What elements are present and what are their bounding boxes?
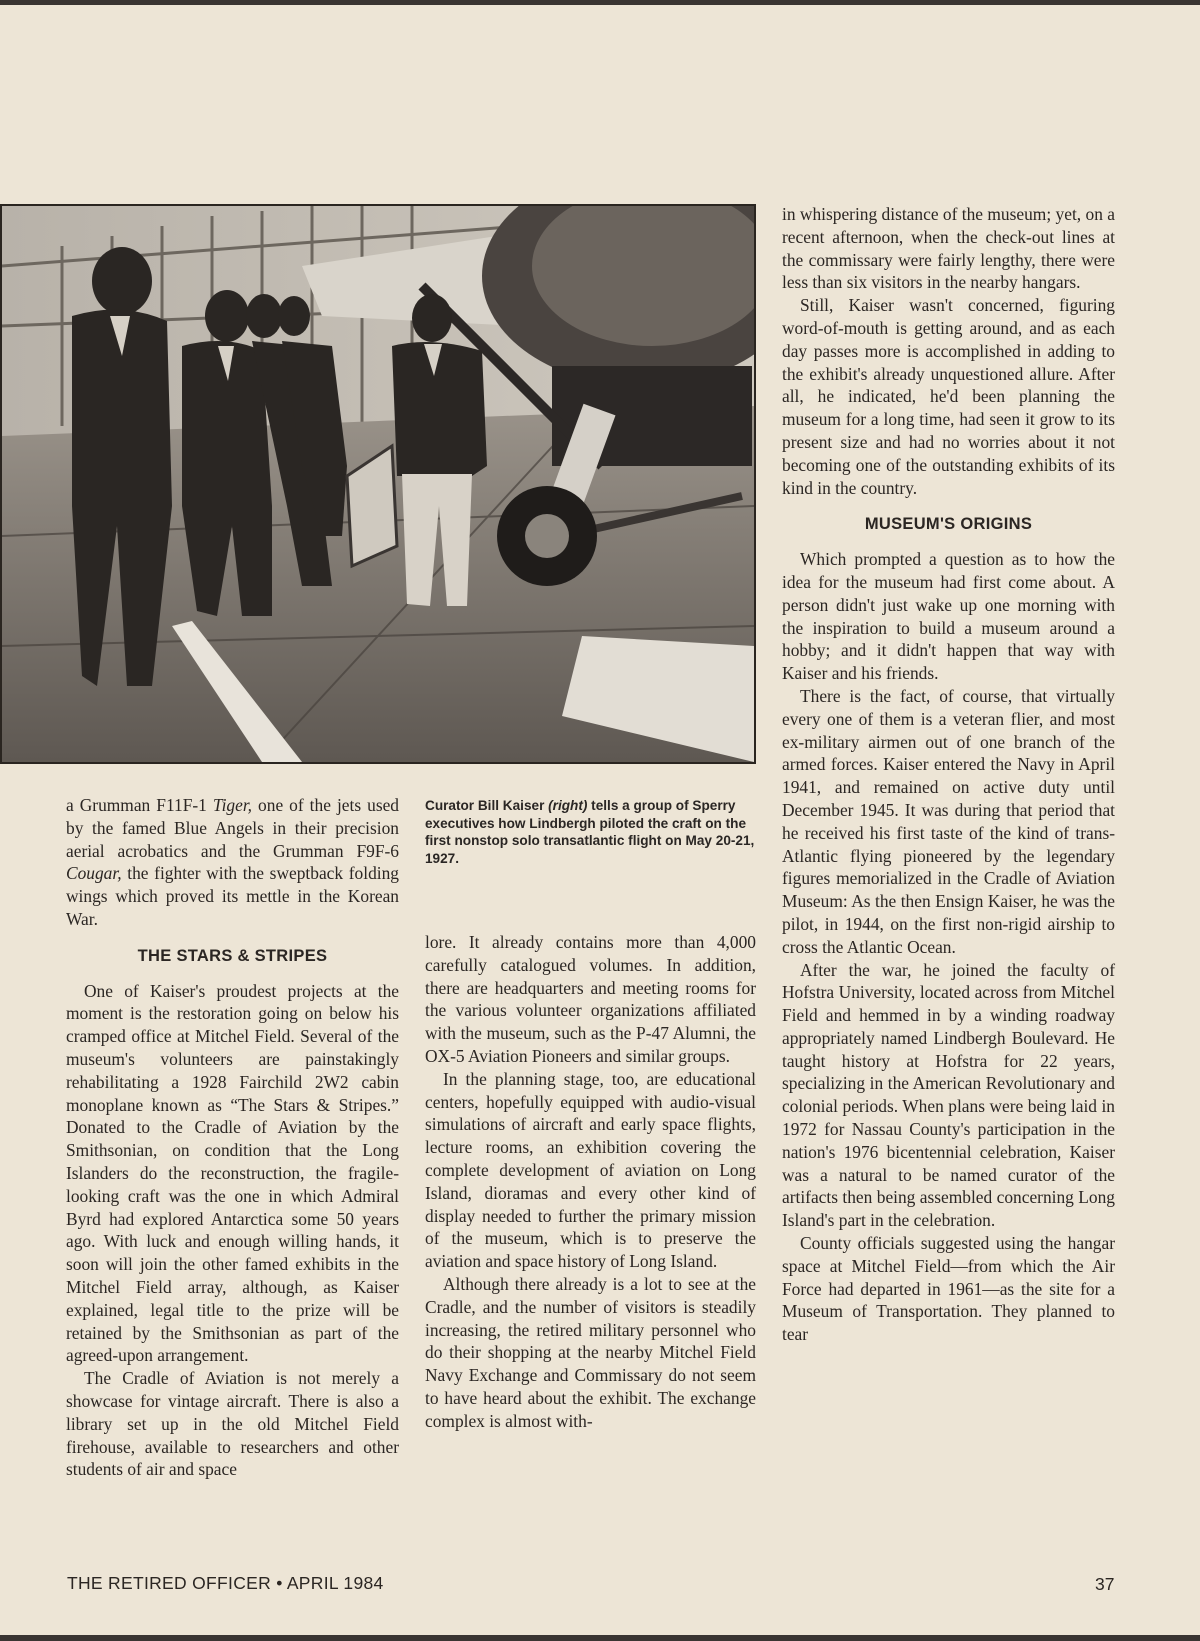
article-paragraph: in whispering distance of the museum; yet, on a recent afternoon, when the check-out lines at the commissary were fairly lengthy, there were less than six visitors in the nearby hangars. (782, 204, 1115, 293)
top-border (0, 0, 1200, 5)
section-heading: MUSEUM'S ORIGINS (864, 515, 1033, 534)
article-column-middle (425, 931, 756, 1433)
article-column-right (782, 203, 1115, 1346)
page-number: 37 (1095, 1574, 1115, 1594)
article-paragraph: a Grumman F11F-1 Tiger, one of the jets used by the famed Blue Angels in their precision aerial acrobatics and the Grumman F9F-6 Cougar, the fighter with the sweptback folding wings which proved its mettle in the Korean War. (66, 795, 399, 929)
article-paragraph: Still, Kaiser wasn't concerned, figuring word-of-mouth is getting around, and as each day passes more is accomplished in adding to the exhibit's already unquestioned allure. After all, he indicated, he'd been planning the museum for a long time, had seen it grow to its present size and had no worries about it not becoming one of the outstanding exhibits of its kind in the country. (782, 295, 1115, 498)
article-paragraph: The Cradle of Aviation is not merely a showcase for vintage aircraft. There is also a library set up in the old Mitchel Field firehouse, available to researchers and other students of air and space (66, 1368, 399, 1480)
article-paragraph: Although there already is a lot to see at the Cradle, and the number of visitors is steadily increasing, the retired military personnel who do their shopping at the nearby Mitchel Field Navy Exchange and Commissary do not seem to have heard about the exhibit. The exchange complex is almost with- (425, 1273, 756, 1431)
article-column-left (66, 794, 399, 1481)
section-heading: THE STARS & STRIPES (137, 946, 328, 965)
article-paragraph: Which prompted a question as to how the idea for the museum had first come about. A person didn't just wake up one morning with the inspiration to build a museum around a hobby; and it didn't happen that way with Kaiser and his friends. (782, 549, 1115, 684)
article-paragraph: County officials suggested using the hangar space at Mitchel Field—from which the Air Force had departed in 1961—as the site for a Museum of Transportation. They planned to tear (782, 1233, 1115, 1345)
article-paragraph: In the planning stage, too, are educational centers, hopefully equipped with audio-visual simulations of aircraft and early space flights, lecture rooms, an exhibition covering the complete development of aviation on Long Island, dioramas and every other kind of display needed to further the primary mission of the museum, which is to preserve the aviation and space history of Long Island. (425, 1068, 756, 1272)
museum-hangar-photo (0, 204, 756, 764)
article-paragraph: One of Kaiser's proudest projects at the moment is the restoration going on below his cramped office at Mitchel Field. Several of the museum's volunteers are painstakingly rehabilitating a 1928 Fairchild 2W2 cabin monoplane known as “The Stars & Stripes.” Donated to the Cradle of Aviation by the Smithsonian, on condition that the Long Islanders do the reconstruction, the fragile-looking craft was the one in which Admiral Byrd had explored Antarctica some 50 years ago. With luck and enough willing hands, it soon will join the other famed exhibits in the Mitchel Field array, although, as Kaiser explained, legal title to the prize will be retained by the Smithsonian as part of the agreed-upon arrangement. (66, 980, 399, 1366)
article-paragraph: There is the fact, of course, that virtually every one of them is a veteran flier, and most ex-military airmen out of one branch of the armed forces. Kaiser entered the Navy in April 1941, and remained on active duty until December 1945. It was during that period that he received his first taste of the kind of trans-Atlantic flying pioneered by the legendary figures memorialized in the Cradle of Aviation Museum: As the then Ensign Kaiser, he was the pilot, in 1944, on the first non-rigid airship to cross the Atlantic Ocean. (782, 685, 1115, 957)
bottom-border (0, 1635, 1200, 1641)
publication-footer: THE RETIRED OFFICER • APRIL 1984 (67, 1573, 384, 1593)
article-paragraph: After the war, he joined the faculty of Hofstra University, located across from Mitchel Field and hemmed in by a winding roadway appropriately named Lindbergh Boulevard. He taught history at Hofstra for 22 years, specializing in the American Revolutionary and colonial periods. When plans were being laid in 1972 for Nassau County's participation in the nation's 1976 bicentennial celebration, Kaiser was a natural to be named curator of the artifacts then being assembled concerning Long Island's part in the celebration. (782, 959, 1115, 1231)
article-paragraph: lore. It already contains more than 4,000 carefully catalogued volumes. In addition, there are headquarters and meeting rooms for the various volunteer organizations affiliated with the museum, such as the P-47 Alumni, the OX-5 Aviation Pioneers and similar groups. (425, 932, 756, 1066)
photo-caption: Curator Bill Kaiser (right) tells a group of Sperry executives how Lindbergh piloted the craft on the first nonstop solo transatlantic flight on May 20-21, 1927. (425, 798, 755, 866)
